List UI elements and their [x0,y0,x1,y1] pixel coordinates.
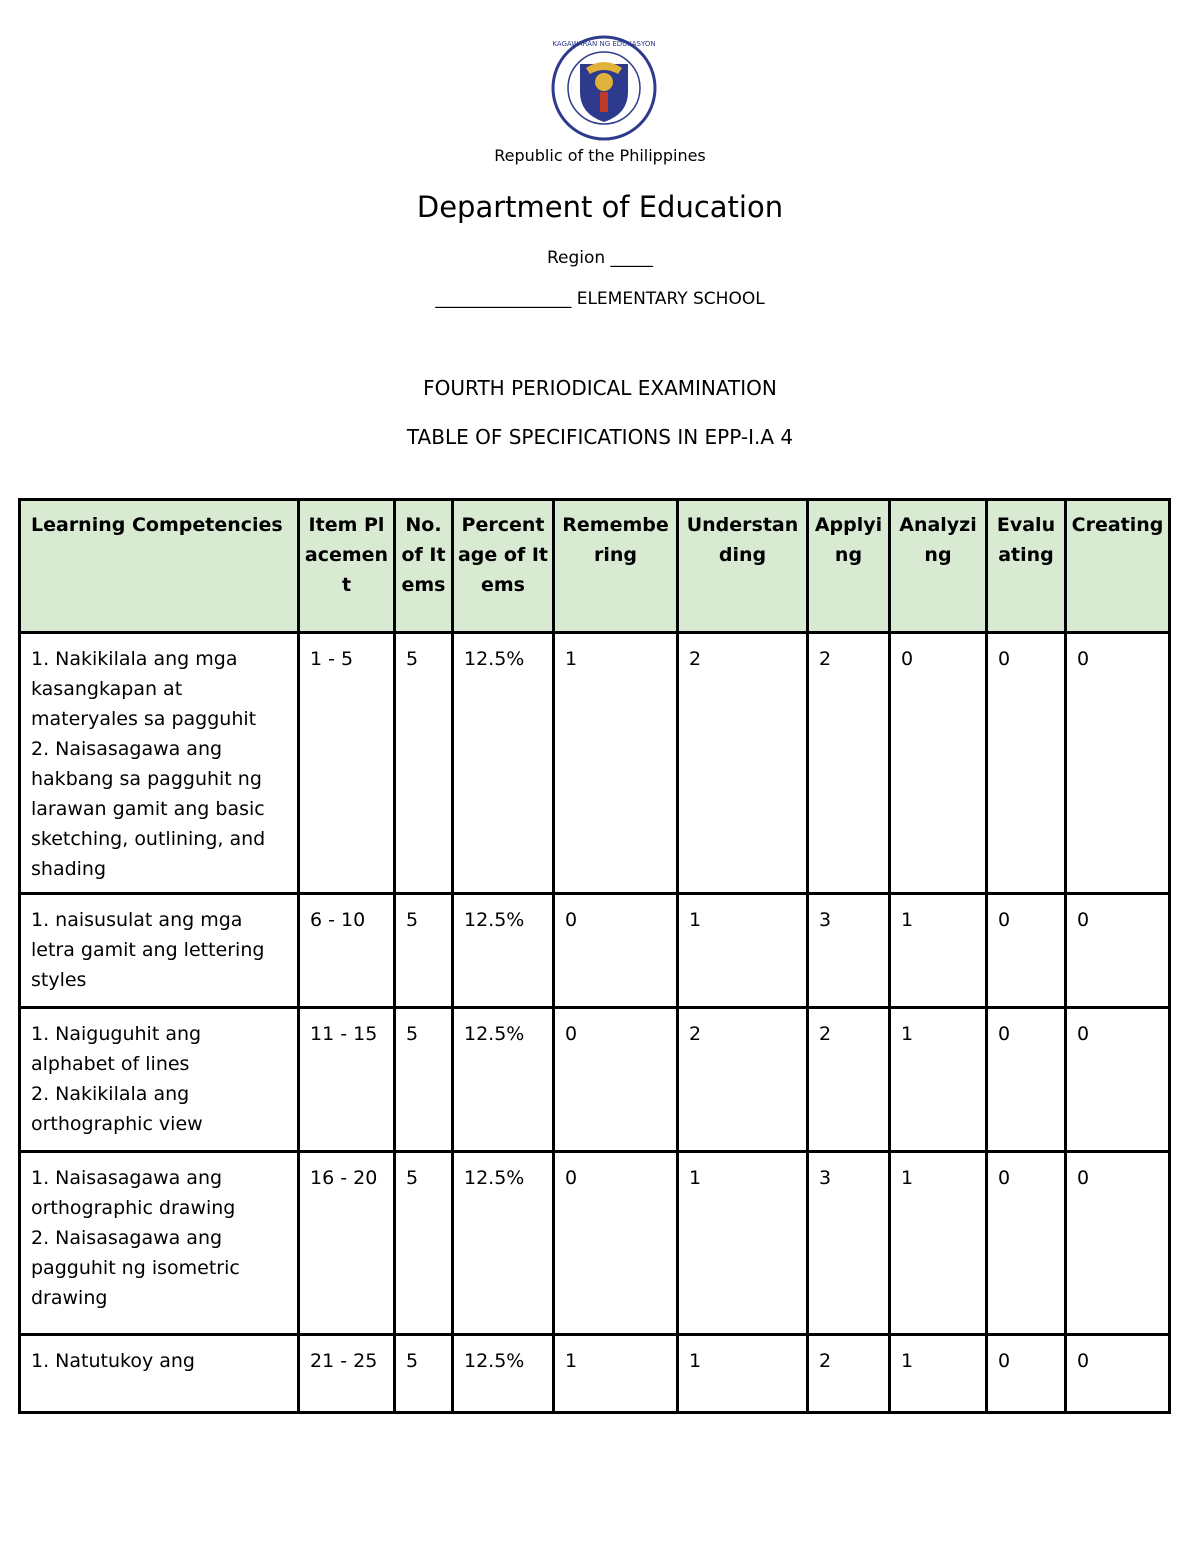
republic-label: Republic of the Philippines [494,146,706,165]
table-row [20,1335,1170,1413]
header-learning-competencies: Learning Competencies [20,500,299,633]
table-row [20,633,1170,894]
table-row [20,1152,1170,1335]
remembering-cell: 0 [554,1008,678,1152]
percentage-cell: 12.5% [453,894,554,1008]
analyzing-cell: 1 [890,894,987,1008]
evaluating-cell: 0 [987,633,1066,894]
items-cell: 5 [395,1008,453,1152]
creating-cell: 0 [1066,633,1170,894]
evaluating-cell: 0 [987,1335,1066,1413]
evaluating-cell: 0 [987,1152,1066,1335]
school-line: ________________ ELEMENTARY SCHOOL [435,289,765,309]
competency-cell: 1. Naisasagawa ang orthographic drawing 2. Naisasagawa ang pagguhit ng isometric drawing [20,1152,299,1335]
header-evaluating: Evaluating [987,500,1066,633]
placement-cell: 1 - 5 [299,633,395,894]
header-analyzing: Analyzing [890,500,987,633]
exam-title: FOURTH PERIODICAL EXAMINATION [423,376,777,400]
understanding-cell: 1 [678,1335,808,1413]
remembering-cell: 0 [554,894,678,1008]
placement-cell: 21 - 25 [299,1335,395,1413]
understanding-cell: 2 [678,1008,808,1152]
creating-cell: 0 [1066,1152,1170,1335]
header-understanding: Understanding [678,500,808,633]
table-header-row [20,500,1170,633]
header-remembering: Remembering [554,500,678,633]
header-creating: Creating [1066,500,1170,633]
applying-cell: 2 [808,1008,890,1152]
competency-cell: 1. Naiguguhit ang alphabet of lines 2. Nakikilala ang orthographic view [20,1008,299,1152]
placement-cell: 11 - 15 [299,1008,395,1152]
seal-text: KAGAWARAN NG EDUKASYON [552,40,656,48]
specifications-table [18,498,1171,1414]
percentage-cell: 12.5% [453,1152,554,1335]
table-row [20,1008,1170,1152]
department-title: Department of Education [416,190,784,224]
table-title: TABLE OF SPECIFICATIONS IN EPP-I.A 4 [406,425,794,449]
creating-cell: 0 [1066,1008,1170,1152]
header-no-of-items: No. of Items [395,500,453,633]
understanding-cell: 1 [678,1152,808,1335]
analyzing-cell: 0 [890,633,987,894]
creating-cell: 0 [1066,894,1170,1008]
understanding-cell: 1 [678,894,808,1008]
remembering-cell: 1 [554,633,678,894]
items-cell: 5 [395,1335,453,1413]
applying-cell: 3 [808,894,890,1008]
analyzing-cell: 1 [890,1335,987,1413]
deped-seal-icon [550,34,658,142]
competency-cell: 1. Nakikilala ang mga kasangkapan at materyales sa pagguhit 2. Naisasagawa ang hakbang sa pagguhit ng larawan gamit ang basic sketching, outlining, and shading [20,633,299,894]
items-cell: 5 [395,633,453,894]
items-cell: 5 [395,894,453,1008]
remembering-cell: 1 [554,1335,678,1413]
understanding-cell: 2 [678,633,808,894]
placement-cell: 16 - 20 [299,1152,395,1335]
remembering-cell: 0 [554,1152,678,1335]
percentage-cell: 12.5% [453,1008,554,1152]
analyzing-cell: 1 [890,1152,987,1335]
region-line: Region _____ [546,248,654,268]
placement-cell: 6 - 10 [299,894,395,1008]
evaluating-cell: 0 [987,1008,1066,1152]
header-applying: Applying [808,500,890,633]
evaluating-cell: 0 [987,894,1066,1008]
items-cell: 5 [395,1152,453,1335]
analyzing-cell: 1 [890,1008,987,1152]
percentage-cell: 12.5% [453,1335,554,1413]
header-item-placement: Item Placement [299,500,395,633]
competency-cell: 1. Natutukoy ang [20,1335,299,1413]
table-row [20,894,1170,1008]
applying-cell: 3 [808,1152,890,1335]
applying-cell: 2 [808,633,890,894]
percentage-cell: 12.5% [453,633,554,894]
creating-cell: 0 [1066,1335,1170,1413]
competency-cell: 1. naisusulat ang mga letra gamit ang lettering styles [20,894,299,1008]
header-percentage-of-items: Percentage of Items [453,500,554,633]
applying-cell: 2 [808,1335,890,1413]
